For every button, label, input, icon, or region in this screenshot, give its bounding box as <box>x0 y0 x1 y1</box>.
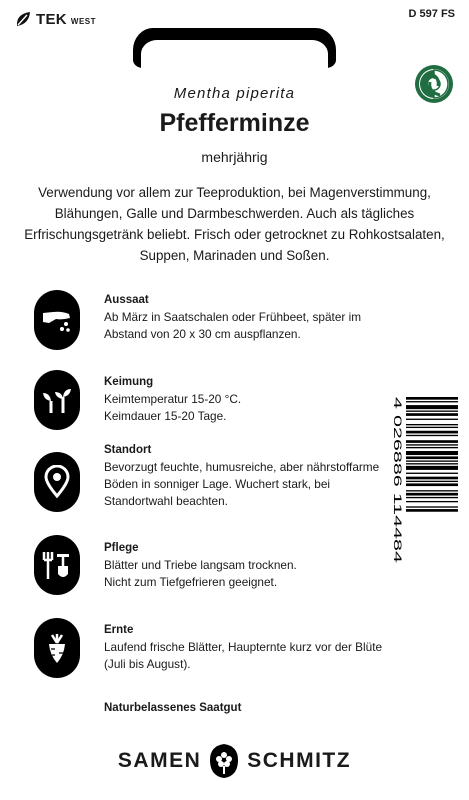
section-text: Keimtemperatur 15-20 °C. Keimdauer 15-20 Tage. <box>104 392 242 423</box>
section-ernte <box>104 622 384 673</box>
hang-hole <box>133 28 336 68</box>
tek-west-logo <box>14 10 96 28</box>
seedling-icon <box>34 370 80 430</box>
harvest-root-icon <box>34 618 80 678</box>
sowing-hand-icon <box>34 290 80 350</box>
barcode-bar <box>406 466 458 470</box>
barcode-bar <box>406 463 458 464</box>
brand-schmitz: SCHMITZ <box>247 749 352 772</box>
barcode-bar <box>406 444 458 445</box>
samen-schmitz-logo <box>0 743 469 779</box>
barcode-bar <box>406 405 458 409</box>
section-keimung <box>104 374 384 425</box>
barcode-bar <box>406 411 458 412</box>
barcode-bar <box>406 435 458 436</box>
garden-tools-icon <box>34 535 80 595</box>
barcode-bar <box>406 413 458 416</box>
barcode-bar <box>406 493 458 496</box>
section-title: Aussaat <box>104 294 149 306</box>
barcode-bar <box>406 506 458 507</box>
brand-tek: TEK <box>36 10 67 28</box>
barcode-bar <box>406 509 458 512</box>
barcode-bar <box>406 447 458 448</box>
flower-logo-icon <box>209 743 239 779</box>
plant-type: mehrjährig <box>201 149 268 165</box>
barcode-number: 4 026886 114484 <box>391 397 403 482</box>
article-code: D 597 FS <box>408 8 455 20</box>
natural-seed-label: Naturbelassenes Saatgut <box>104 702 242 714</box>
barcode-bar <box>406 419 458 420</box>
barcode-bar <box>406 451 458 455</box>
barcode-bar <box>406 490 458 491</box>
section-text: Blätter und Triebe langsam trocknen. Nicht zum Tiefgefrieren geeignet. <box>104 558 297 589</box>
barcode-bar <box>406 401 458 402</box>
barcode-bar <box>406 477 458 480</box>
barcode-bar <box>406 427 458 428</box>
brand-west: WEST <box>70 16 97 26</box>
tek-leaf-icon <box>14 10 32 28</box>
section-standort <box>104 442 384 510</box>
ean-barcode <box>388 395 458 565</box>
barcode-bar <box>406 473 458 474</box>
section-title: Ernte <box>104 624 134 636</box>
barcode-bar <box>406 501 458 502</box>
barcode-bar <box>406 456 458 459</box>
location-pin-icon <box>34 452 80 512</box>
barcode-bar <box>406 483 458 486</box>
section-title: Keimung <box>104 376 154 388</box>
barcode-bar <box>406 431 458 434</box>
section-title: Standort <box>104 444 152 456</box>
barcode-bar <box>406 397 458 400</box>
brand-samen: SAMEN <box>117 749 202 772</box>
latin-name: Mentha piperita <box>173 85 296 102</box>
barcode-bar <box>406 481 458 482</box>
barcode-bar <box>406 424 458 425</box>
barcode-bar <box>406 460 458 461</box>
usage-description: Verwendung vor allem zur Teeproduktion, bei Magenverstimmung, Blähungen, Galle und Darmbeschwerden. Auch als tägliches Erfrischungsgetränk beliebt. Frisch oder getrocknet zu Rohkostsalaten, Suppen, Marinaden und Soßen. <box>24 185 445 263</box>
product-name: Pfefferminze <box>159 109 310 137</box>
section-pflege <box>104 540 384 591</box>
section-text: Ab März in Saatschalen oder Frühbeet, später im Abstand von 20 x 30 cm auspflanzen. <box>104 310 362 341</box>
section-text: Bevorzugt feuchte, humusreiche, aber nährstoffarme Böden in sonniger Lage. Wuchert stark, bei Standortwahl beachten. <box>104 460 380 508</box>
barcode-bar <box>406 497 458 498</box>
barcode-bar <box>406 440 458 443</box>
section-title: Pflege <box>104 542 139 554</box>
section-aussaat <box>104 292 384 343</box>
section-text: Laufend frische Blätter, Haupternte kurz vor der Blüte (Juli bis August). <box>104 640 383 671</box>
